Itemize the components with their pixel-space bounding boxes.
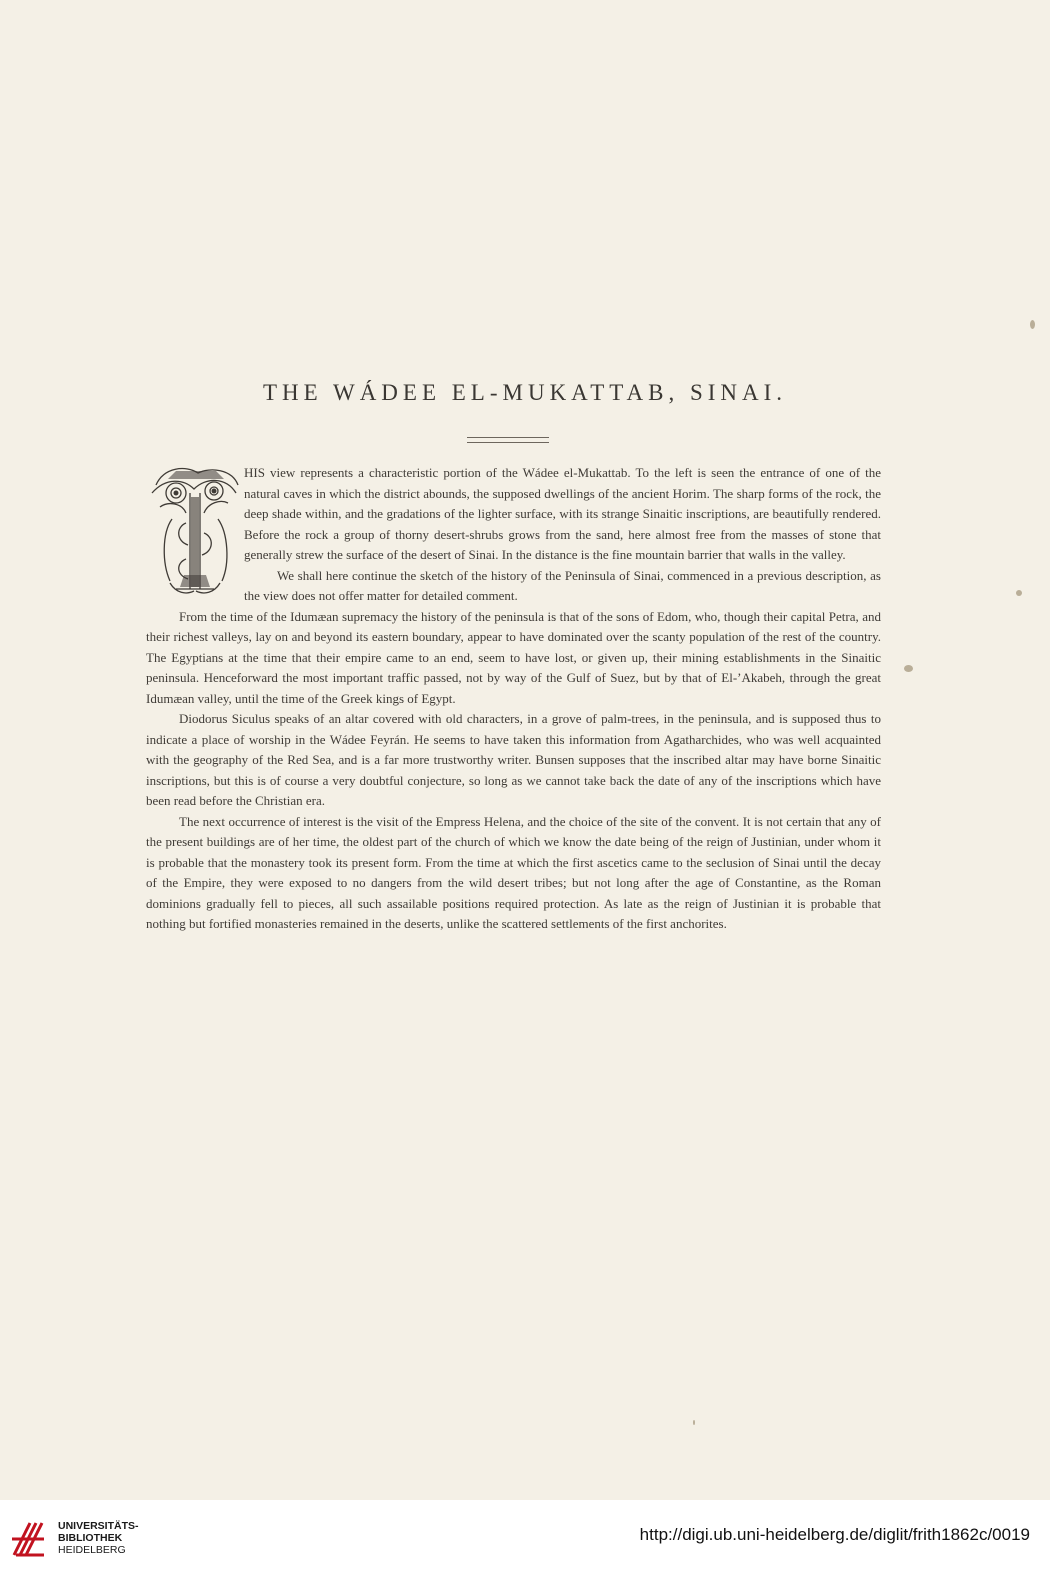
page-title: THE WÁDEE EL-MUKATTAB, SINAI.: [262, 380, 788, 405]
title-double-rule: [467, 437, 549, 443]
paragraph: HIS view represents a characteristic portion of the Wádee el-Mukattab. To the left is seen the entrance of one of the natural caves in which the district abounds, the supposed dwellings of the ancient Horim. The sharp forms of the rock, the deep shade within, and the gradations of the lighter surface, with its strange Sinaitic inscriptions, are beautifully rendered. Before the rock a group of thorny desert-shrubs grows from the sand, here almost free from the masses of stone that generally strew the surface of the desert of Sinai. In the distance is the fine mountain barrier that walls in the valley.: [244, 465, 881, 562]
paragraph: Diodorus Siculus speaks of an altar covered with old characters, in a grove of palm-trees, in the peninsula, and is supposed thus to indicate a place of worship in the Wádee Feyrán. He seems to have taken this information from Agatharchides, who was well acquainted with the geography of the Red Sea, and is a far more trustworthy writer. Bunsen supposes that the inscribed altar may have borne Sinaitic inscriptions, but this is of course a very doubtful conjecture, so long as we cannot take back the date of any of the inscriptions which have been read before the Christian era.: [146, 711, 881, 808]
paper-speck: [1030, 320, 1035, 329]
body-text: [146, 463, 881, 935]
library-name-line: HEIDELBERG: [58, 1544, 126, 1556]
viewer-footer: [0, 1500, 1050, 1578]
permalink-url[interactable]: http://digi.ub.uni-heidelberg.de/diglit/frith1862c/0019: [639, 1525, 1030, 1544]
paragraph: We shall here continue the sketch of the history of the Peninsula of Sinai, commenced in a previous description, as the view does not offer matter for detailed comment.: [244, 567, 881, 603]
university-library-logo-icon[interactable]: [10, 1519, 48, 1559]
paper-speck: [693, 1420, 695, 1425]
library-name-line: UNIVERSITÄTS-: [58, 1520, 139, 1532]
paper-speck: [904, 665, 913, 672]
paragraph: From the time of the Idumæan supremacy the history of the peninsula is that of the sons of Edom, who, though their capital Petra, and their richest valleys, lay on and beyond its eastern boundary, appear to have dominated over the scanty population of the rest of the country. The Egyptians at the time that their empire came to an end, seem to have lost, or given up, their mining establishments in the Sinaitic peninsula. Henceforward the most important traffic passed, not by way of the Gulf of Suez, but by that of El-’Akabeh, through the great Idumæan valley, until the time of the Greek kings of Egypt.: [146, 608, 881, 706]
paper-speck: [1016, 590, 1022, 596]
ornamental-dropcap-t-icon: [146, 463, 240, 601]
paragraph: The next occurrence of interest is the visit of the Empress Helena, and the choice of the site of the convent. It is not certain that any of the present buildings are of her time, the oldest part of the church of which we know the date being of the reign of Justinian, under whom it is probable that the monastery took its present form. From the time at which the first ascetics came to the seclusion of Sinai until the decay of the Empire, they were exposed to no dangers from the wild desert tribes; but not long after the age of Constantine, as the Roman dominions gradually fell to pieces, all such assailable positions required protection. As late as the reign of Justinian it is probable that nothing but fortified monasteries remained in the deserts, unlike the scattered settlements of the first anchorites.: [146, 813, 881, 931]
library-name[interactable]: [58, 1520, 139, 1556]
library-name-line: BIBLIOTHEK: [58, 1532, 123, 1544]
